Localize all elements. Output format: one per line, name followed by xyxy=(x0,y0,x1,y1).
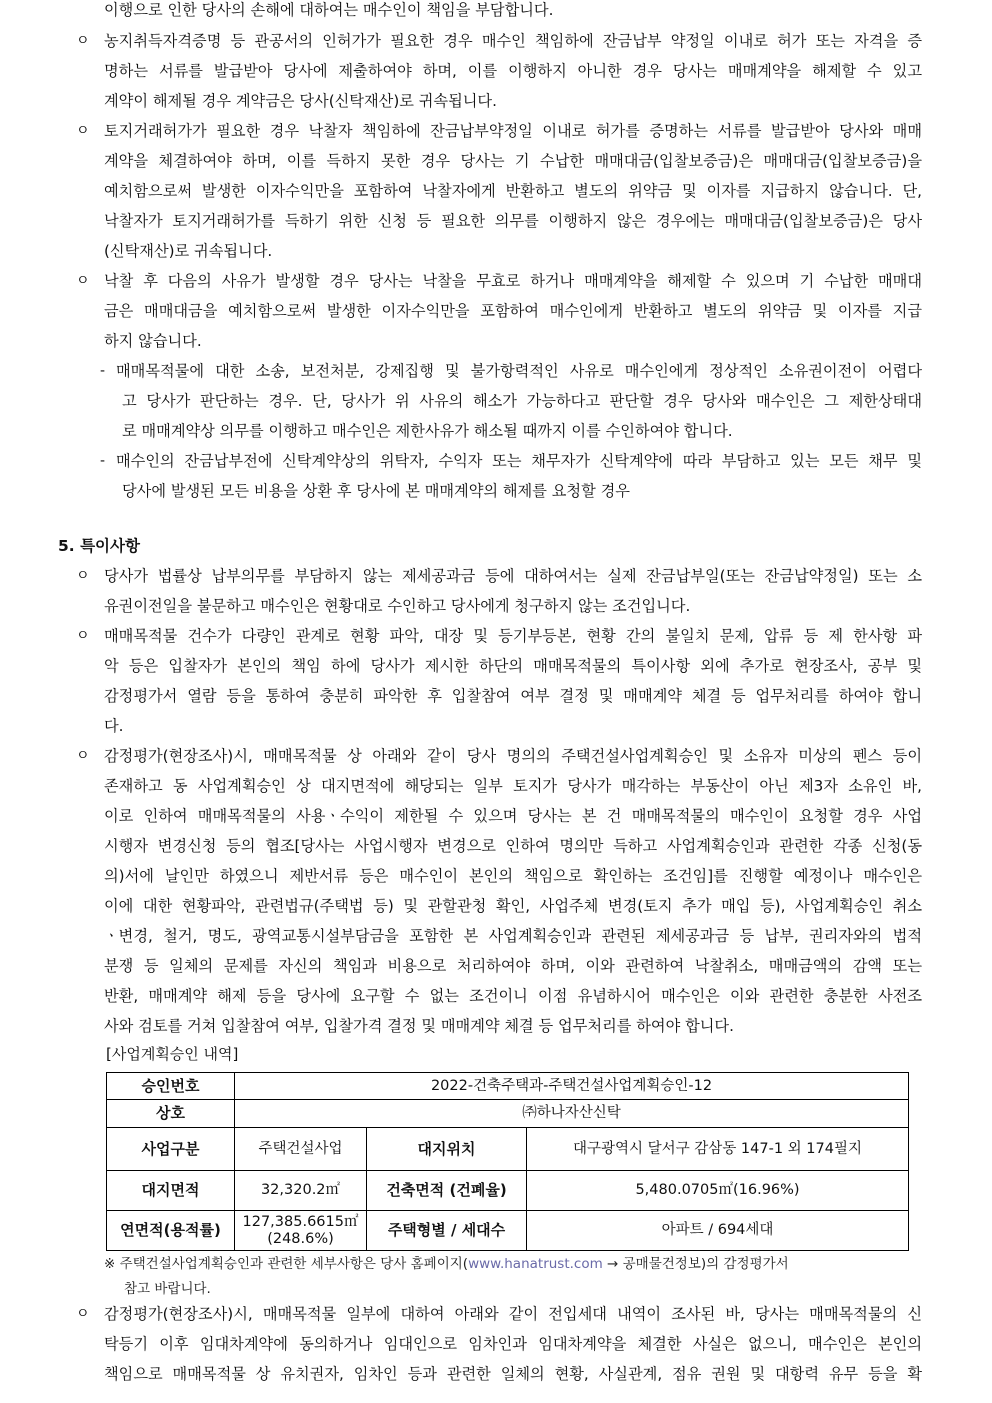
text-line: ㆍ변경, 철거, 명도, 광역교통시설부담금을 포함한 본 사업계획승인과 관련된 제세공과금 등 납부, 권리자와의 법적 xyxy=(104,927,922,945)
table-header-cell: 대지면적 xyxy=(107,1171,235,1211)
text-line: 분쟁 등 일체의 문제를 자신의 책임과 비용으로 처리하여야 하며, 이와 관련하여 낙찰취소, 매매금액의 감액 또는 xyxy=(104,957,922,975)
bullet-icon: ㅇ xyxy=(76,33,90,49)
dash-icon: - xyxy=(100,363,106,379)
table-cell: 주택건설사업 xyxy=(235,1128,367,1171)
text-line: 당사에 발생된 모든 비용을 상환 후 당사에 본 매매계약의 해제를 요청할 경우 xyxy=(122,482,630,500)
text-line: 낙찰 후 다음의 사유가 발생할 경우 당사는 낙찰을 무효로 하거나 매매계약을 해제할 수 있으며 기 수납한 매매대 xyxy=(104,272,922,290)
text-line: 당사가 법률상 납부의무를 부담하지 않는 제세공과금 등에 대하여서는 실제 잔금납부일(또는 잔금납약정일) 또는 소 xyxy=(104,567,922,585)
table-cell xyxy=(235,1211,367,1251)
table-caption: [사업계획승인 내역] xyxy=(106,1045,239,1063)
table-cell: 32,320.2㎡ xyxy=(235,1171,367,1211)
text-line: 이행으로 인한 당사의 손해에 대하여는 매수인이 책임을 부담합니다. xyxy=(104,1,554,19)
table-header-cell: 상호 xyxy=(107,1100,235,1128)
text-line: 낙찰자가 토지거래허가를 득하기 위한 신청 등 필요한 의무를 이행하지 않은 경우에는 매매대금(입찰보증금)은 당사 xyxy=(104,212,922,230)
text-line: 계약을 체결하여야 하며, 이를 득하지 못한 경우 당사는 기 수납한 매매대금(입찰보증금)은 매매대금(입찰보증금)을 xyxy=(104,152,922,170)
text-line: 다. xyxy=(104,717,124,735)
text-line: 존재하고 동 사업계획승인 상 대지면적에 해당되는 일부 토지가 당사가 매각하는 부동산이 아닌 제3자 소유인 바, xyxy=(104,777,922,795)
gross-area-ratio: (248.6%) xyxy=(267,1230,334,1247)
table-row xyxy=(107,1171,909,1211)
text-line: 매수인의 잔금납부전에 신탁계약상의 위탁자, 수익자 또는 채무자가 신탁계약에 따라 부담하고 있는 모든 채무 및 xyxy=(116,452,922,470)
text-line: 이로 인하여 매매목적물의 사용ㆍ수익이 제한될 수 있으며 당사는 본 건 매매목적물의 매수인이 요청할 경우 사업 xyxy=(104,807,922,825)
table-header-cell: 주택형별 / 세대수 xyxy=(367,1211,527,1251)
bullet-icon: ㅇ xyxy=(76,568,90,584)
table-header-cell: 연면적(용적률) xyxy=(107,1211,235,1251)
bullet-icon: ㅇ xyxy=(76,748,90,764)
table-row xyxy=(107,1128,909,1171)
text-line: 반환, 매매계약 해제 등을 당사에 요구할 수 없는 조건이니 이점 유념하시어 매수인은 이와 관련한 충분한 사전조 xyxy=(104,987,922,1005)
table-row xyxy=(107,1211,909,1251)
bullet-icon: ㅇ xyxy=(76,123,90,139)
gross-area-value: 127,385.6615㎡ xyxy=(242,1213,359,1230)
text-line: 시행자 변경신청 등의 협조[당사는 사업시행자 변경으로 인하여 명의만 득하고 사업계획승인과 관련한 각종 신청(동 xyxy=(104,837,922,855)
bullet-icon: ㅇ xyxy=(76,1306,90,1322)
table-cell: 아파트 / 694세대 xyxy=(527,1211,909,1251)
table-row xyxy=(107,1073,909,1100)
table-cell: ㈜하나자산신탁 xyxy=(235,1100,909,1128)
text-line: 로 매매계약상 의무를 이행하고 매수인은 제한사유가 해소될 때까지 이를 수인하여야 합니다. xyxy=(122,422,733,440)
note-line: 참고 바랍니다. xyxy=(124,1281,211,1297)
section-heading: 5. 특이사항 xyxy=(58,537,140,555)
dash-icon: - xyxy=(100,453,106,469)
table-header-cell: 대지위치 xyxy=(367,1128,527,1171)
text-line: (신탁재산)로 귀속됩니다. xyxy=(104,242,273,260)
table-header-cell: 건축면적 (건폐율) xyxy=(367,1171,527,1211)
table-header-cell: 사업구분 xyxy=(107,1128,235,1171)
text-line: 하지 않습니다. xyxy=(104,332,202,350)
table-cell: 2022-건축주택과-주택건설사업계획승인-12 xyxy=(235,1073,909,1100)
text-line: 고 당사가 판단하는 경우. 단, 당사가 위 사유의 해소가 가능하다고 판단할 경우 당사와 매수인은 그 제한상태대 xyxy=(122,392,922,410)
text-line: 의)서에 날인만 하였으니 제반서류 등은 매수인이 본인의 책임으로 확인하는 조건임]를 진행할 예정이나 매수인은 xyxy=(104,867,922,885)
text-line: 명하는 서류를 발급받아 당사에 제출하여야 하며, 이를 이행하지 아니한 경우 당사는 매매계약을 해제할 수 있고 xyxy=(104,62,922,80)
bullet-icon: ㅇ xyxy=(76,628,90,644)
note-suffix: → 공매물건정보)의 감정평가서 xyxy=(602,1256,789,1272)
table-row xyxy=(107,1100,909,1128)
text-line: 사와 검토를 거쳐 입찰참여 여부, 입찰가격 결정 및 매매계약 체결 등 업무처리를 하여야 합니다. xyxy=(104,1017,734,1035)
text-line: 악 등은 입찰자가 본인의 책임 하에 당사가 제시한 하단의 매매목적물의 특이사항 외에 추가로 현장조사, 공부 및 xyxy=(104,657,922,675)
approval-table xyxy=(106,1072,909,1251)
text-line: 매매목적물에 대한 소송, 보전처분, 강제집행 및 불가항력적인 사유로 매수인에게 정상적인 소유권이전이 어렵다 xyxy=(116,362,922,380)
text-line: 매매목적물 건수가 다량인 관계로 현황 파악, 대장 및 등기부등본, 현황 간의 불일치 문제, 압류 등 제 한사항 파 xyxy=(104,627,922,645)
text-line: 감정평가(현장조사)시, 매매목적물 상 아래와 같이 당사 명의의 주택건설사업계획승인 및 소유자 미상의 펜스 등이 xyxy=(104,747,922,765)
text-line: 계약이 해제될 경우 계약금은 당사(신탁재산)로 귀속됩니다. xyxy=(104,92,497,110)
table-cell: 대구광역시 달서구 감삼동 147-1 외 174필지 xyxy=(527,1128,909,1171)
text-line: 감정평가서 열람 등을 통하여 충분히 파악한 후 입찰참여 여부 결정 및 매매계약 체결 등 업무처리를 하여야 합니 xyxy=(104,687,922,705)
text-line: 유권이전일을 불문하고 매수인은 현황대로 수인하고 당사에게 청구하지 않는 조건입니다. xyxy=(104,597,691,615)
note-line xyxy=(104,1255,789,1273)
homepage-link[interactable]: www.hanatrust.com xyxy=(468,1256,603,1272)
text-line: 책임으로 매매목적물 상 유치권자, 임차인 등과 관련한 일체의 현황, 사실관계, 점유 권원 및 대항력 유무 등을 확 xyxy=(104,1365,922,1383)
text-line: 이에 대한 현황파악, 관련법규(주택법 등) 및 관할관청 확인, 사업주체 변경(토지 추가 매입 등), 사업계획승인 취소 xyxy=(104,897,922,915)
text-line: 예치함으로써 발생한 이자수익만을 포함하여 낙찰자에게 반환하고 별도의 위약금 및 이자를 지급하지 않습니다. 단, xyxy=(104,182,922,200)
text-line: 탁등기 이후 임대차계약에 동의하거나 임대인으로 임차인과 임대차계약을 체결한 사실은 없으니, 매수인은 본인의 xyxy=(104,1335,922,1353)
text-line: 금은 매매대금을 예치함으로써 발생한 이자수익만을 포함하여 매수인에게 반환하고 별도의 위약금 및 이자를 지급 xyxy=(104,302,922,320)
table-header-cell: 승인번호 xyxy=(107,1073,235,1100)
text-line: 농지취득자격증명 등 관공서의 인허가가 필요한 경우 매수인 책임하에 잔금납부 약정일 이내로 허가 또는 자격을 증 xyxy=(104,32,922,50)
bullet-icon: ㅇ xyxy=(76,273,90,289)
note-prefix: ※ 주택건설사업계획승인과 관련한 세부사항은 당사 홈페이지( xyxy=(104,1256,469,1272)
table-cell: 5,480.0705㎡(16.96%) xyxy=(527,1171,909,1211)
text-line: 감정평가(현장조사)시, 매매목적물 일부에 대하여 아래와 같이 전입세대 내역이 조사된 바, 당사는 매매목적물의 신 xyxy=(104,1305,922,1323)
text-line: 토지거래허가가 필요한 경우 낙찰자 책임하에 잔금납부약정일 이내로 허가를 증명하는 서류를 발급받아 당사와 매매 xyxy=(104,122,922,140)
